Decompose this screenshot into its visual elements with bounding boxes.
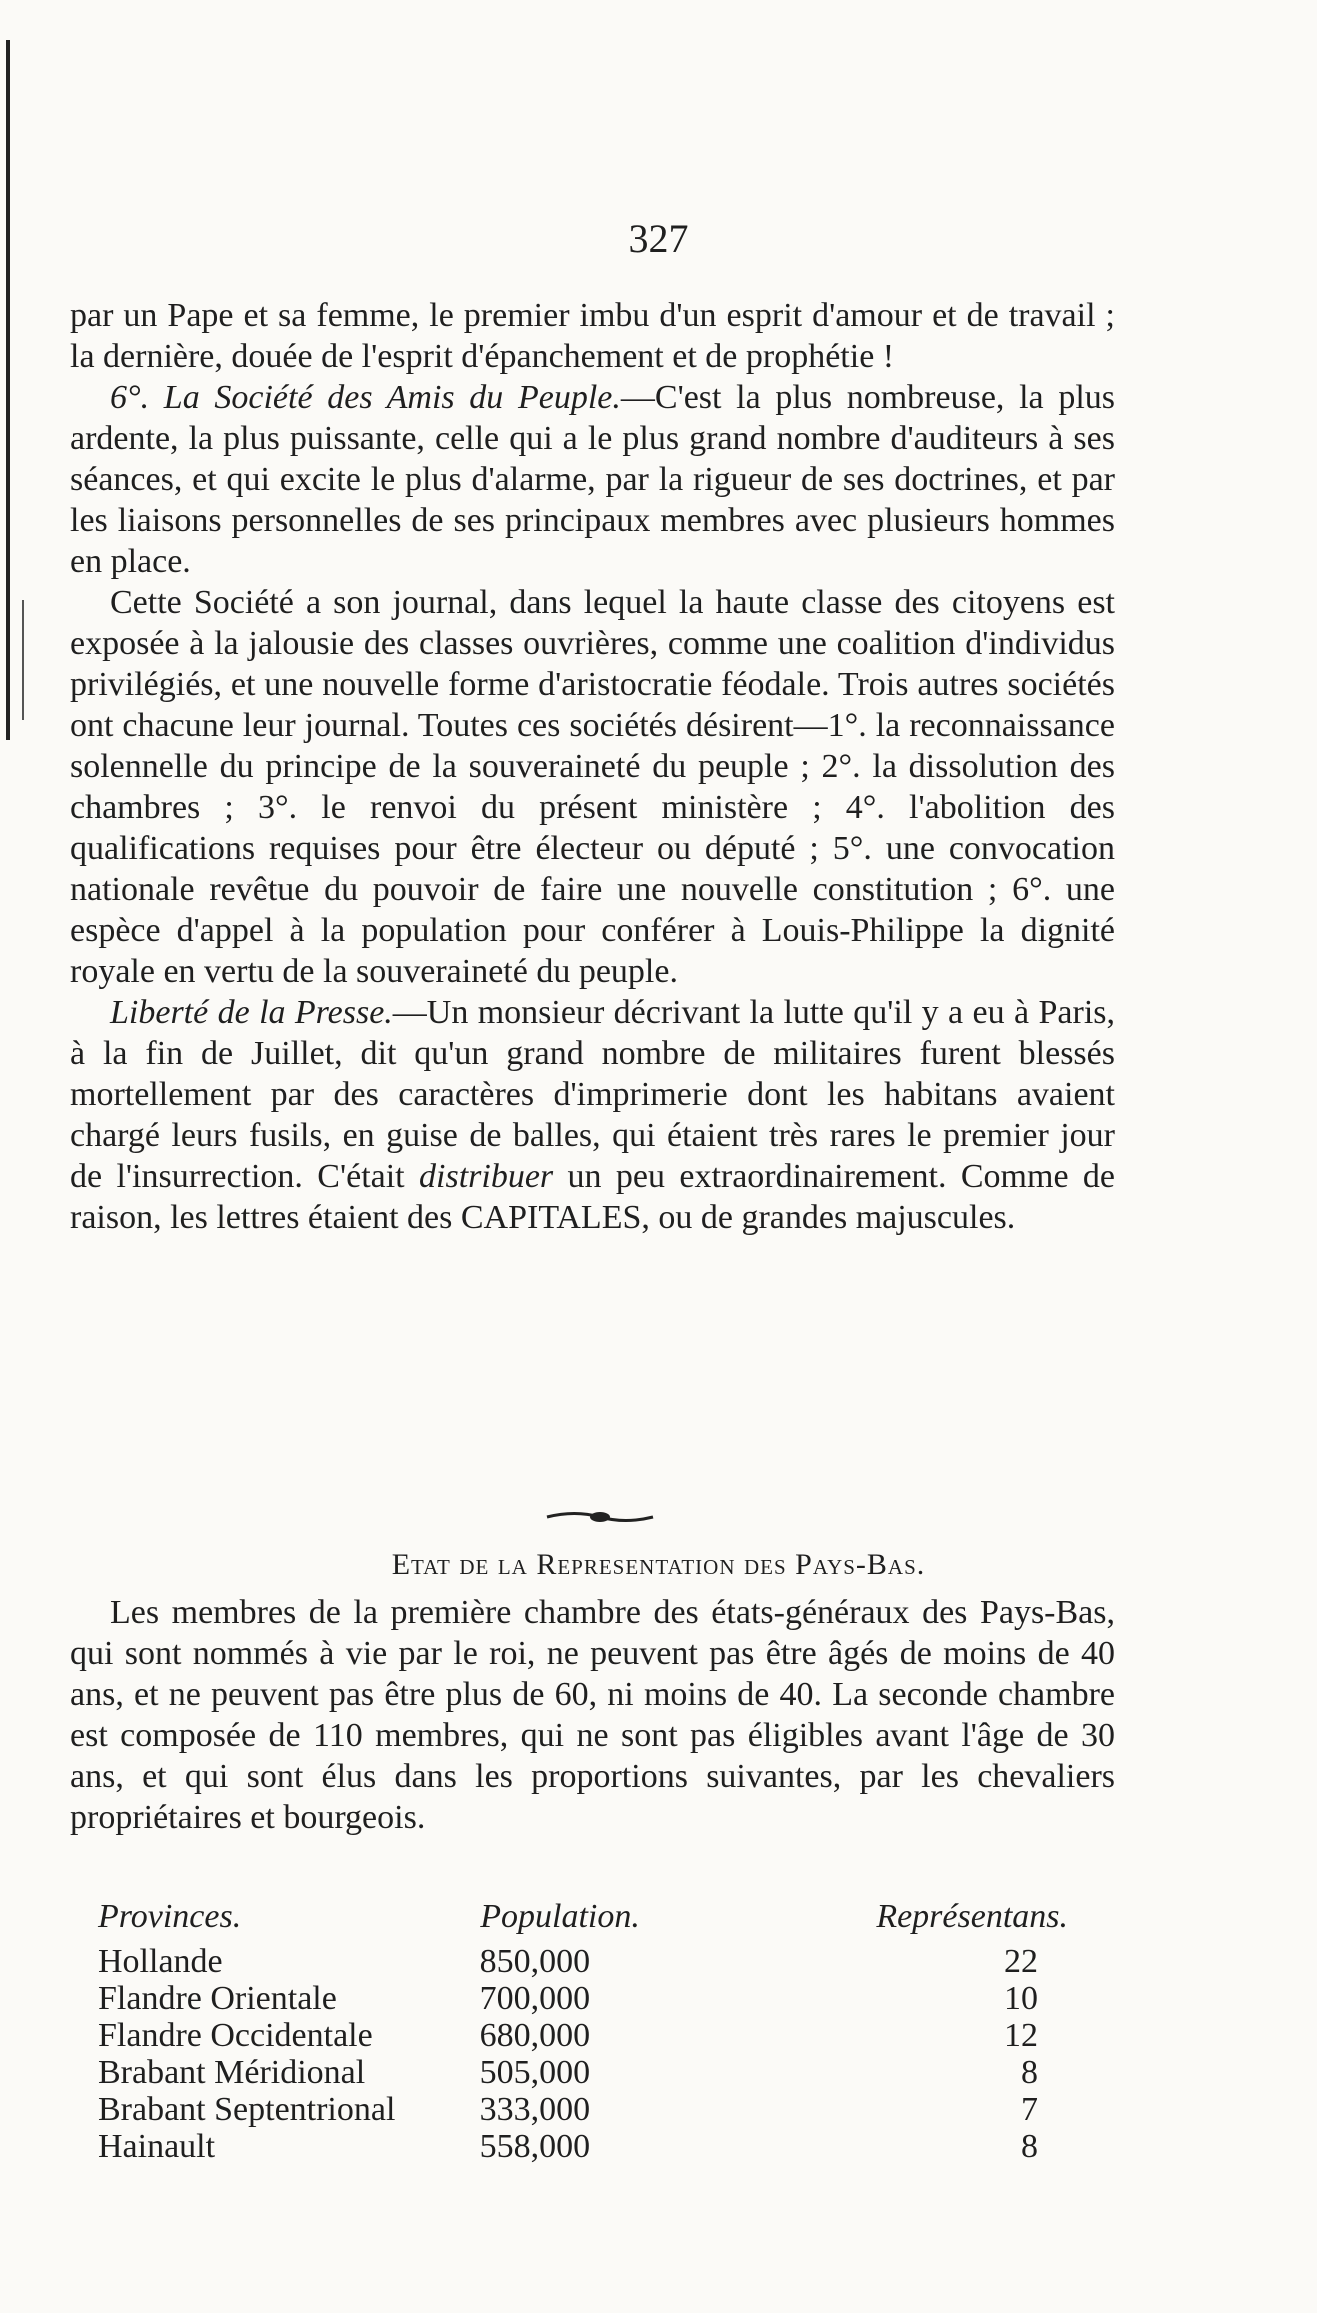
cell-population: 558,000 bbox=[479, 2128, 591, 2165]
body-text-top bbox=[70, 295, 1115, 1238]
cell-representans: 8 bbox=[1021, 2054, 1038, 2091]
italic-word: distribuer bbox=[419, 1158, 554, 1195]
paragraph-liberte-presse bbox=[70, 992, 1115, 1238]
cell-representans: 7 bbox=[1021, 2091, 1038, 2128]
paragraph-heading: 6°. La Société des Amis du Peuple. bbox=[110, 379, 621, 416]
margin-rule-small bbox=[22, 600, 24, 720]
cell-population: 505,000 bbox=[479, 2054, 591, 2091]
cell-province: Flandre Occidentale bbox=[98, 2017, 373, 2054]
cell-province: Brabant Septentrional bbox=[98, 2091, 396, 2128]
page-number: 327 bbox=[628, 216, 689, 261]
cell-representans: 12 bbox=[1004, 2017, 1038, 2054]
cell-representans: 10 bbox=[1004, 1980, 1038, 2017]
cell-population: 680,000 bbox=[479, 2017, 591, 2054]
cell-province: Hainault bbox=[98, 2128, 216, 2165]
table-row bbox=[98, 2128, 1098, 2165]
section-body: Les membres de la première chambre des états-généraux des Pays-Bas, qui sont nommés à vie par le roi, ne peuvent pas être âgés de moins de 40 ans, et ne peuvent pas être plus de 60, ni moins de 40. La seconde chambre est composée de 110 membres, qui ne sont pas éligibles avant l'âge de 30 ans, et qui sont élus dans les proportions suivantes, par les chevaliers propriétaires et bourgeois. bbox=[70, 1594, 1115, 1836]
cell-population: 700,000 bbox=[479, 1980, 591, 2017]
section-title: Etat de la Representation des Pays-Bas. bbox=[391, 1548, 926, 1581]
paragraph-body: —C'est la plus nombreuse, la plus ardente, la plus puissante, celle qui a le plus grand nombre d'auditeurs à ses séances, et qui excite le plus d'alarme, par la rigueur de ses doctrines, et par les liaisons personnelles de ses principaux membres avec plusieurs hommes en place. bbox=[70, 379, 1115, 580]
header-provinces: Provinces. bbox=[98, 1898, 242, 1935]
section-body-block bbox=[70, 1592, 1115, 1838]
cell-province: Flandre Orientale bbox=[98, 1980, 337, 2017]
table-row bbox=[98, 2091, 1098, 2128]
paragraph-continuation: par un Pape et sa femme, le premier imbu d'un esprit d'amour et de travail ; la dernière, douée de l'esprit d'épanchement et de prophétie ! bbox=[70, 297, 1115, 375]
cell-population: 333,000 bbox=[479, 2091, 591, 2128]
header-representans: Représentans. bbox=[876, 1898, 1068, 1935]
paragraph-body-end: un peu extraordinairement. Comme de raison, les lettres étaient des CAPITALES, ou de grandes majuscules. bbox=[70, 1158, 1116, 1236]
representation-table bbox=[98, 1898, 1098, 2165]
cell-representans: 22 bbox=[1004, 1943, 1038, 1980]
table-row bbox=[98, 1980, 1098, 2017]
table-row bbox=[98, 2054, 1098, 2091]
header-population: Population. bbox=[480, 1898, 640, 1935]
paragraph-body: —Un monsieur décrivant la lutte qu'il y a eu à Paris, à la fin de Juillet, dit qu'un grand nombre de militaires furent blessés mortellement par des caractères d'imprimerie dont les habitans avaient chargé leurs fusils, en guise de balles, qui étaient très rares le premier jour de l'insurrection. C'était bbox=[70, 994, 1115, 1195]
paragraph-societe-amis-du-peuple bbox=[70, 377, 1115, 582]
cell-province: Hollande bbox=[98, 1943, 223, 1980]
cell-population: 850,000 bbox=[479, 1943, 591, 1980]
paragraph-heading: Liberté de la Presse. bbox=[110, 994, 393, 1031]
table-row bbox=[98, 1943, 1098, 1980]
margin-rule bbox=[6, 40, 10, 740]
table-row bbox=[98, 2017, 1098, 2054]
paragraph-journal: Cette Société a son journal, dans lequel la haute classe des citoyens est exposée à la jalousie des classes ouvrières, comme une coalition d'individus privilégiés, et une nouvelle forme d'aristocratie féodale. Trois autres sociétés ont chacune leur journal. Toutes ces sociétés désirent—1°. la reconnaissance solennelle du principe de la souveraineté du peuple ; 2°. la dissolution des chambres ; 3°. le renvoi du présent ministère ; 4°. l'abolition des qualifications requises pour être électeur ou député ; 5°. une convocation nationale revêtue du pouvoir de faire une nouvelle constitution ; 6°. une espèce d'appel à la population pour conférer à Louis-Philippe la dignité royale en vertu de la souveraineté du peuple. bbox=[70, 584, 1115, 990]
cell-representans: 8 bbox=[1021, 2128, 1038, 2165]
table-header bbox=[98, 1898, 1098, 1935]
cell-province: Brabant Méridional bbox=[98, 2054, 366, 2091]
ornament-divider bbox=[545, 1508, 655, 1526]
